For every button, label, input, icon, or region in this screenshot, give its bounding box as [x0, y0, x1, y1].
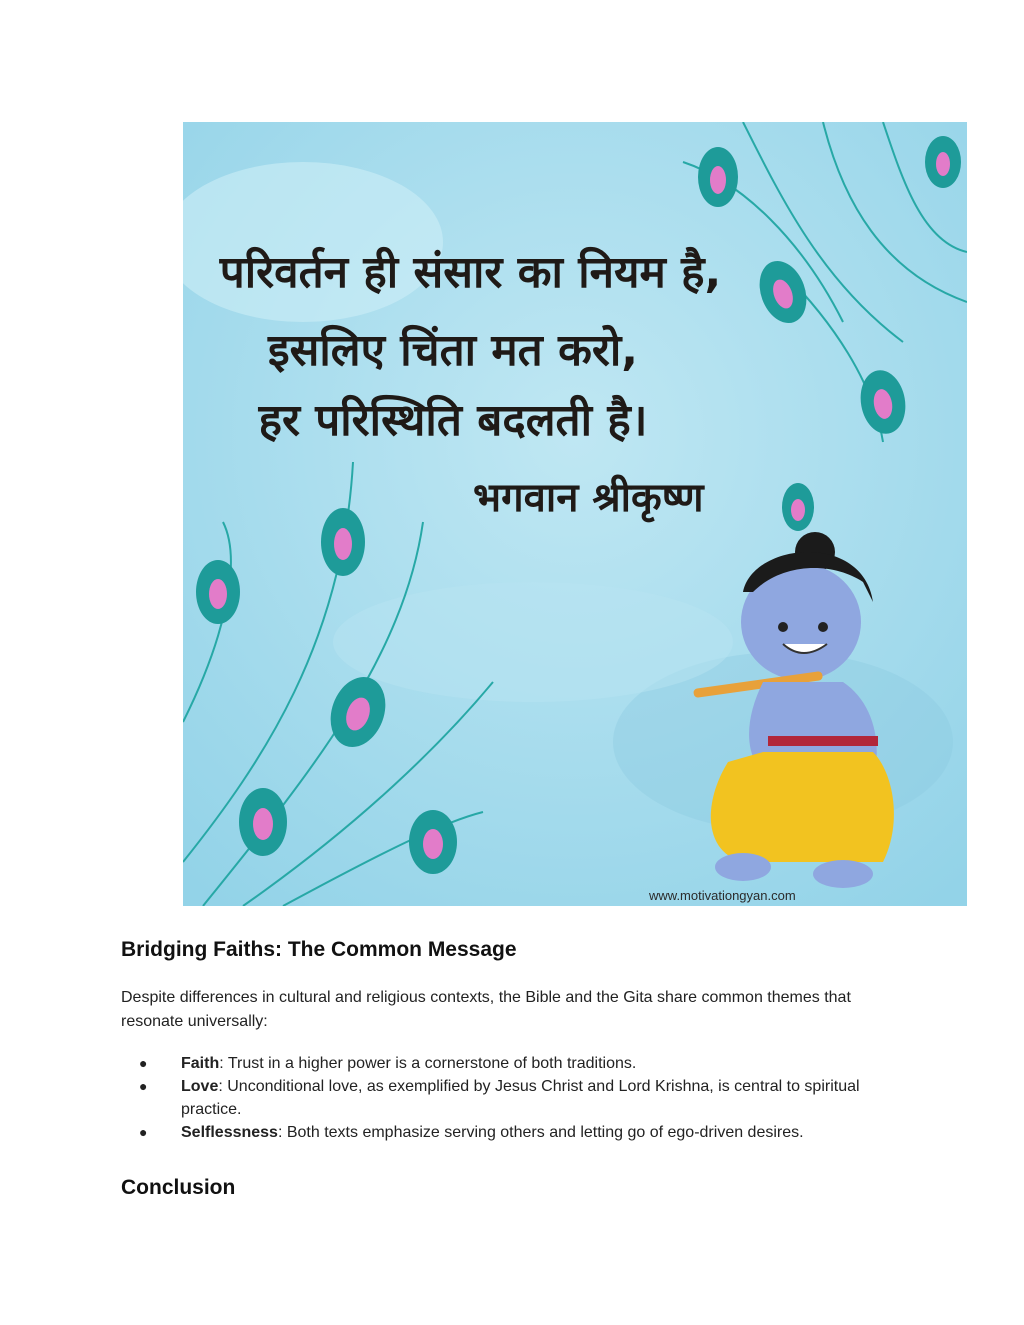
list-item-text: : Unconditional love, as exemplified by Jesus Christ and Lord Krishna, is central to spiritual practice. [181, 1078, 860, 1118]
list-item-text: : Both texts emphasize serving others and letting go of ego-driven desires. [277, 1124, 804, 1141]
bullet-icon: ● [139, 1124, 148, 1140]
list-item [121, 1052, 911, 1075]
quote-line-2: इसलिए चिंता मत करो, [268, 325, 638, 376]
section-heading-conclusion: Conclusion [121, 1176, 236, 1199]
krishna-quote-image [183, 122, 967, 906]
quote-line-1: परिवर्तन ही संसार का नियम है, [219, 247, 722, 298]
quote-attribution: भगवान श्रीकृष्ण [473, 475, 704, 521]
bullet-icon: ● [139, 1055, 148, 1071]
bullet-icon: ● [139, 1078, 148, 1094]
list-item [121, 1075, 911, 1121]
list-item-text: : Trust in a higher power is a cornerstone of both traditions. [219, 1055, 637, 1072]
list-item-term: Faith [181, 1055, 220, 1072]
list-item [121, 1121, 911, 1144]
list-item-term: Selflessness [181, 1124, 278, 1141]
themes-list [121, 1052, 911, 1144]
image-watermark: www.motivationgyan.com [649, 888, 796, 903]
list-item-term: Love [181, 1078, 219, 1095]
section-heading-bridging-faiths: Bridging Faiths: The Common Message [121, 938, 517, 961]
quote-line-3: हर परिस्थिति बदलती है। [258, 395, 648, 446]
intro-paragraph: Despite differences in cultural and religious contexts, the Bible and the Gita share common themes that resonate universally: [121, 989, 851, 1030]
